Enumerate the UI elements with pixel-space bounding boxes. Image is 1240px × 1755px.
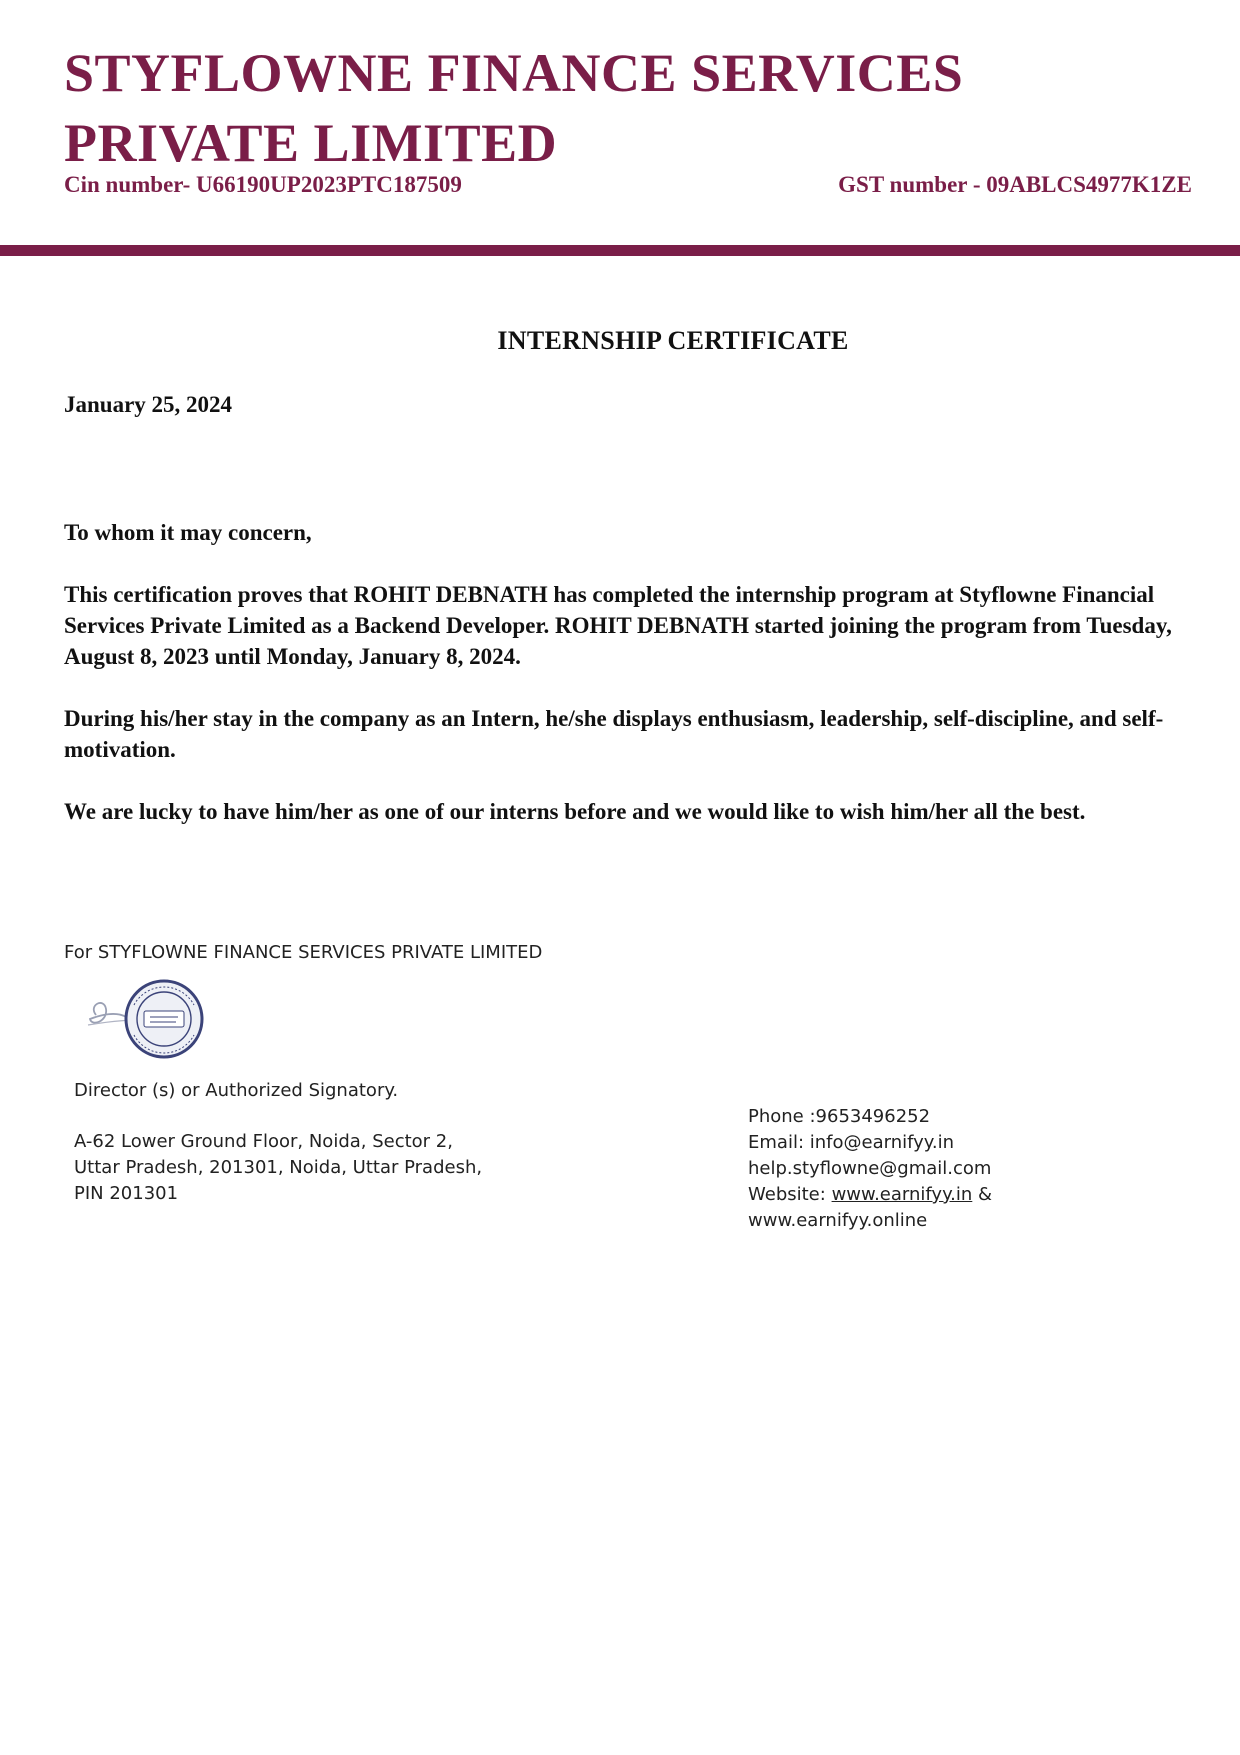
email-primary[interactable]: info@earnifyy.in <box>809 1132 954 1153</box>
email-label: Email: <box>748 1132 805 1153</box>
phone-number: Phone :9653496252 <box>748 1106 931 1127</box>
address-line: PIN 201301 <box>74 1183 179 1204</box>
certificate-date: January 25, 2024 <box>64 392 233 417</box>
address-line: Uttar Pradesh, 201301, Noida, Uttar Pradesh, <box>74 1157 483 1178</box>
paragraph-completion: This certification proves that ROHIT DEBNATH has completed the internship program at Styflowne Financial Services Private Limited as a Backend Developer. ROHIT DEBNATH started joining the program from Tuesday, August 8, 2023 until Monday, January 8, 2024. <box>64 582 1172 669</box>
cin-number: Cin number- U66190UP2023PTC187509 <box>64 172 462 197</box>
website-joiner: & <box>978 1184 993 1205</box>
signature-stamp <box>82 975 212 1065</box>
certificate-title: INTERNSHIP CERTIFICATE <box>497 326 849 355</box>
website-label: Website: <box>748 1184 826 1205</box>
company-name: STYFLOWNE FINANCE SERVICES PRIVATE LIMITED <box>64 43 964 173</box>
contact-block <box>748 1104 1188 1234</box>
email-line <box>748 1130 1188 1156</box>
paragraph-wishes: We are lucky to have him/her as one of our interns before and we would like to wish him/her all the best. <box>64 799 1086 824</box>
header-divider <box>0 245 1240 256</box>
stamp-icon <box>82 975 212 1065</box>
address-line: A-62 Lower Ground Floor, Noida, Sector 2, <box>74 1131 453 1152</box>
website-link-primary[interactable]: www.earnifyy.in <box>831 1184 973 1205</box>
email-secondary[interactable]: help.styflowne@gmail.com <box>748 1158 992 1179</box>
website-line <box>748 1182 1188 1208</box>
for-company-line: For STYFLOWNE FINANCE SERVICES PRIVATE LIMITED <box>64 942 543 963</box>
gst-number: GST number - 09ABLCS4977K1ZE <box>838 172 1192 197</box>
website-link-secondary[interactable]: www.earnifyy.online <box>748 1210 928 1231</box>
company-address <box>74 1129 534 1207</box>
signatory-label: Director (s) or Authorized Signatory. <box>74 1080 399 1101</box>
salutation: To whom it may concern, <box>64 520 312 545</box>
paragraph-conduct: During his/her stay in the company as an Intern, he/she displays enthusiasm, leadership, self-discipline, and self-motivation. <box>64 706 1164 762</box>
